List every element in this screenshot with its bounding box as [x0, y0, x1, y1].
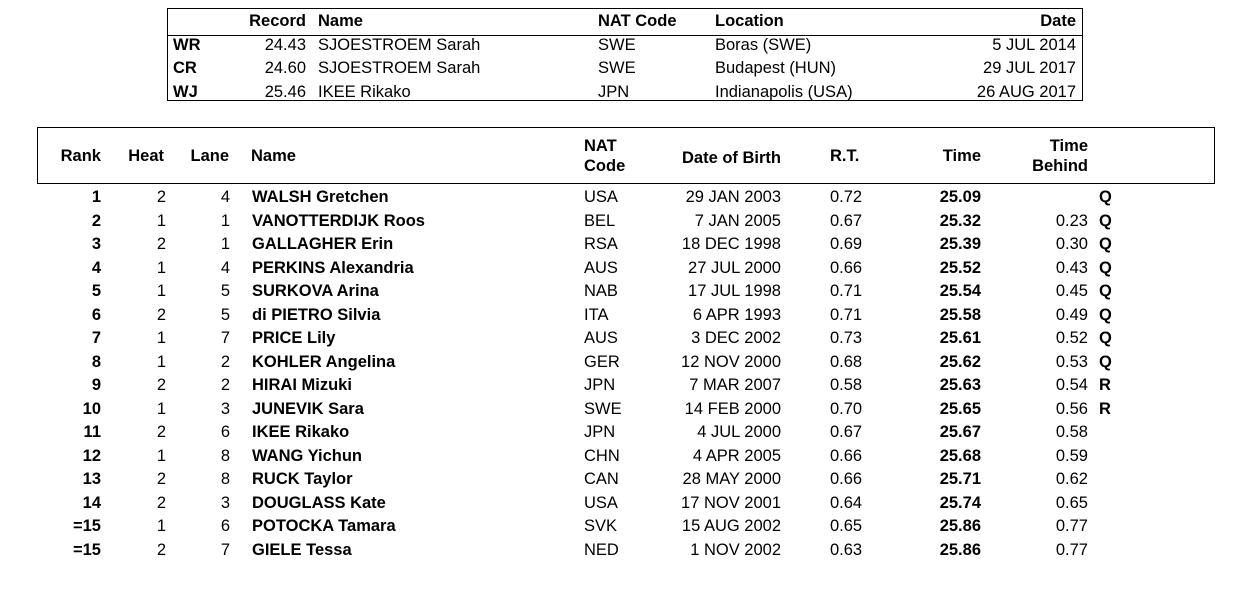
cell-rt: 0.63 — [830, 540, 863, 559]
cell-qualifier: Q — [1099, 329, 1112, 347]
record-time: 24.43 — [264, 36, 306, 54]
cell-time: 25.58 — [939, 305, 981, 324]
cell-behind: 0.23 — [1055, 211, 1088, 230]
record-name: SJOESTROEM Sarah — [318, 36, 481, 54]
cell-nat: ITA — [584, 305, 609, 324]
cell-name: SURKOVA Arina — [252, 282, 379, 300]
record-name: IKEE Rikako — [318, 83, 411, 101]
cell-lane: 5 — [220, 282, 230, 300]
cell-name: PRICE Lily — [252, 329, 336, 347]
cell-lane: 4 — [220, 258, 230, 277]
table-row — [0, 445, 1244, 469]
results-rows — [0, 186, 1244, 562]
cell-rank: 9 — [91, 376, 101, 394]
cell-dob: 6 APR 1993 — [692, 305, 781, 324]
header-lane: Lane — [190, 147, 229, 165]
table-row — [0, 210, 1244, 234]
cell-lane: 2 — [220, 376, 230, 394]
cell-nat: CHN — [584, 446, 620, 465]
cell-lane: 3 — [220, 493, 230, 512]
record-nat: SWE — [598, 59, 636, 77]
table-row — [0, 304, 1244, 328]
cell-qualifier: Q — [1099, 282, 1112, 300]
cell-time: 25.61 — [939, 329, 981, 347]
cell-lane: 7 — [220, 329, 230, 347]
cell-nat: BEL — [584, 211, 616, 230]
cell-name: JUNEVIK Sara — [252, 399, 364, 418]
cell-behind: 0.45 — [1055, 282, 1088, 300]
header-dob: Date of Birth — [682, 149, 781, 167]
cell-rank: 10 — [82, 399, 101, 418]
cell-lane: 1 — [220, 211, 230, 230]
cell-rt: 0.65 — [830, 517, 863, 535]
cell-time: 25.62 — [939, 352, 981, 371]
cell-dob: 29 JAN 2003 — [685, 188, 781, 206]
cell-rank: 6 — [91, 305, 101, 324]
cell-lane: 6 — [220, 517, 230, 535]
cell-rank: 3 — [91, 235, 101, 253]
cell-nat: USA — [584, 493, 618, 512]
cell-time: 25.67 — [939, 423, 981, 441]
cell-name: di PIETRO Silvia — [252, 305, 381, 324]
cell-nat: GER — [584, 352, 620, 371]
cell-name: PERKINS Alexandria — [252, 258, 414, 277]
records-header-location: Location — [715, 12, 784, 30]
cell-time: 25.74 — [939, 493, 981, 512]
cell-lane: 1 — [220, 235, 230, 253]
cell-qualifier: Q — [1099, 352, 1112, 371]
record-code: CR — [173, 59, 197, 77]
table-row — [0, 186, 1244, 210]
cell-rt: 0.58 — [830, 376, 863, 394]
cell-dob: 4 JUL 2000 — [697, 423, 781, 441]
cell-heat: 2 — [156, 376, 166, 394]
cell-lane: 7 — [220, 540, 230, 559]
cell-heat: 1 — [156, 446, 166, 465]
cell-name: RUCK Taylor — [252, 470, 353, 488]
cell-nat: AUS — [584, 258, 618, 277]
cell-dob: 28 MAY 2000 — [682, 470, 781, 488]
cell-rank: 11 — [83, 423, 101, 441]
cell-name: WANG Yichun — [252, 446, 363, 465]
header-time: Time — [942, 147, 981, 165]
cell-qualifier: Q — [1099, 235, 1112, 253]
cell-nat: RSA — [584, 235, 618, 253]
cell-heat: 1 — [156, 517, 166, 535]
cell-dob: 12 NOV 2000 — [681, 352, 781, 371]
cell-lane: 4 — [220, 188, 230, 206]
cell-rank: =15 — [73, 540, 101, 559]
cell-qualifier: Q — [1099, 188, 1112, 206]
cell-heat: 1 — [156, 258, 166, 277]
cell-heat: 2 — [156, 423, 166, 441]
header-nat-line1: NAT — [584, 137, 617, 155]
record-location: Budapest (HUN) — [715, 59, 837, 77]
record-name: SJOESTROEM Sarah — [318, 59, 481, 77]
cell-dob: 7 JAN 2005 — [694, 211, 781, 230]
cell-behind: 0.62 — [1055, 470, 1088, 488]
cell-lane: 2 — [220, 352, 230, 371]
cell-time: 25.71 — [939, 470, 981, 488]
record-time: 25.46 — [264, 83, 306, 101]
cell-name: DOUGLASS Kate — [252, 493, 386, 512]
table-row — [0, 280, 1244, 304]
cell-rt: 0.66 — [830, 470, 863, 488]
cell-time: 25.54 — [939, 282, 981, 300]
cell-time: 25.65 — [939, 399, 981, 418]
cell-dob: 3 DEC 2002 — [691, 329, 781, 347]
cell-time: 25.09 — [939, 188, 981, 206]
cell-rank: 8 — [91, 352, 101, 371]
cell-rt: 0.71 — [830, 305, 863, 324]
records-header-nat: NAT Code — [598, 12, 677, 30]
cell-heat: 2 — [156, 540, 166, 559]
cell-qualifier: Q — [1099, 258, 1112, 277]
cell-rank: 2 — [91, 211, 101, 230]
cell-heat: 1 — [156, 329, 166, 347]
cell-dob: 1 NOV 2002 — [690, 540, 781, 559]
cell-lane: 8 — [220, 470, 230, 488]
cell-heat: 1 — [156, 399, 166, 418]
header-behind-line1: Time — [1049, 137, 1088, 155]
table-row — [0, 492, 1244, 516]
cell-name: POTOCKA Tamara — [252, 517, 396, 535]
cell-rt: 0.72 — [830, 188, 863, 206]
cell-name: VANOTTERDIJK Roos — [252, 211, 425, 230]
cell-rt: 0.73 — [830, 329, 863, 347]
cell-heat: 2 — [156, 493, 166, 512]
cell-behind: 0.65 — [1055, 493, 1088, 512]
cell-qualifier: R — [1099, 399, 1111, 418]
cell-nat: SVK — [584, 517, 618, 535]
header-name: Name — [251, 147, 296, 165]
cell-nat: AUS — [584, 329, 618, 347]
cell-qualifier: Q — [1099, 305, 1112, 324]
table-row — [0, 374, 1244, 398]
cell-rt: 0.68 — [830, 352, 863, 371]
header-heat: Heat — [128, 147, 164, 165]
cell-rt: 0.66 — [830, 446, 863, 465]
records-header-date: Date — [1040, 12, 1076, 30]
cell-heat: 1 — [156, 282, 166, 300]
cell-heat: 2 — [156, 235, 166, 253]
cell-behind: 0.77 — [1055, 517, 1088, 535]
cell-behind: 0.77 — [1055, 540, 1088, 559]
cell-rt: 0.67 — [830, 423, 863, 441]
cell-behind: 0.56 — [1055, 399, 1088, 418]
table-row — [0, 327, 1244, 351]
cell-heat: 1 — [156, 352, 166, 371]
cell-dob: 17 NOV 2001 — [681, 493, 781, 512]
cell-heat: 2 — [156, 305, 166, 324]
cell-rt: 0.69 — [830, 235, 863, 253]
results-header — [37, 127, 1215, 184]
record-nat: SWE — [598, 36, 636, 54]
cell-behind: 0.59 — [1055, 446, 1088, 465]
table-row — [0, 351, 1244, 375]
cell-rank: 1 — [91, 188, 101, 206]
cell-rt: 0.66 — [830, 258, 863, 277]
header-rank: Rank — [60, 147, 101, 165]
cell-name: KOHLER Angelina — [252, 352, 396, 371]
cell-rank: 4 — [91, 258, 101, 277]
record-code: WJ — [173, 83, 198, 101]
table-row — [0, 398, 1244, 422]
cell-rank: 12 — [82, 446, 101, 465]
cell-rank: 14 — [82, 493, 101, 512]
record-location: Indianapolis (USA) — [715, 83, 853, 101]
cell-behind: 0.30 — [1055, 235, 1088, 253]
cell-lane: 3 — [220, 399, 230, 418]
cell-qualifier: Q — [1099, 211, 1112, 230]
cell-heat: 1 — [156, 211, 166, 230]
cell-name: IKEE Rikako — [252, 423, 350, 441]
cell-time: 25.68 — [939, 446, 981, 465]
cell-lane: 5 — [220, 305, 230, 324]
cell-heat: 2 — [156, 470, 166, 488]
cell-dob: 4 APR 2005 — [692, 446, 781, 465]
cell-behind: 0.49 — [1055, 305, 1088, 324]
record-date: 29 JUL 2017 — [983, 59, 1076, 77]
record-date: 26 AUG 2017 — [976, 83, 1076, 101]
cell-nat: SWE — [584, 399, 622, 418]
cell-dob: 7 MAR 2007 — [689, 376, 781, 394]
cell-rank: =15 — [73, 517, 101, 535]
cell-qualifier: R — [1099, 376, 1111, 394]
cell-name: HIRAI Mizuki — [252, 376, 352, 394]
cell-time: 25.86 — [939, 517, 981, 535]
record-code: WR — [173, 36, 201, 54]
cell-dob: 18 DEC 1998 — [681, 235, 781, 253]
cell-lane: 8 — [220, 446, 230, 465]
cell-time: 25.52 — [939, 258, 981, 277]
cell-behind: 0.54 — [1055, 376, 1088, 394]
cell-time: 25.63 — [939, 376, 981, 394]
cell-behind: 0.53 — [1055, 352, 1088, 371]
record-time: 24.60 — [264, 59, 306, 77]
records-header-record: Record — [249, 12, 306, 30]
cell-time: 25.39 — [939, 235, 981, 253]
cell-rank: 7 — [91, 329, 101, 347]
table-row — [0, 515, 1244, 539]
cell-name: GIELE Tessa — [252, 540, 352, 559]
cell-behind: 0.43 — [1055, 258, 1088, 277]
cell-nat: CAN — [584, 470, 619, 488]
header-nat-line2: Code — [584, 157, 626, 175]
cell-nat: JPN — [584, 376, 616, 394]
cell-lane: 6 — [220, 423, 230, 441]
table-row — [0, 468, 1244, 492]
table-row — [0, 257, 1244, 281]
header-behind-line2: Behind — [1032, 157, 1088, 175]
cell-dob: 17 JUL 1998 — [688, 282, 781, 300]
cell-rt: 0.67 — [830, 211, 863, 230]
table-row — [0, 421, 1244, 445]
cell-rt: 0.71 — [830, 282, 863, 300]
record-location: Boras (SWE) — [715, 36, 812, 54]
cell-nat: NAB — [584, 282, 618, 300]
record-date: 5 JUL 2014 — [992, 36, 1076, 54]
cell-nat: JPN — [584, 423, 616, 441]
cell-behind: 0.52 — [1055, 329, 1088, 347]
records-header-name: Name — [318, 12, 363, 30]
record-nat: JPN — [598, 83, 630, 101]
cell-time: 25.86 — [939, 540, 981, 559]
cell-dob: 15 AUG 2002 — [681, 517, 781, 535]
table-row — [0, 233, 1244, 257]
cell-time: 25.32 — [939, 211, 981, 230]
cell-name: WALSH Gretchen — [252, 188, 389, 206]
cell-name: GALLAGHER Erin — [252, 235, 394, 253]
cell-heat: 2 — [156, 188, 166, 206]
cell-rank: 5 — [91, 282, 101, 300]
cell-rt: 0.64 — [830, 493, 863, 512]
cell-rank: 13 — [82, 470, 101, 488]
cell-nat: USA — [584, 188, 618, 206]
cell-behind: 0.58 — [1055, 423, 1088, 441]
records-table — [167, 8, 1083, 101]
cell-nat: NED — [584, 540, 619, 559]
cell-rt: 0.70 — [830, 399, 863, 418]
cell-dob: 27 JUL 2000 — [688, 258, 781, 277]
table-row — [0, 539, 1244, 563]
cell-dob: 14 FEB 2000 — [684, 399, 781, 418]
header-rt: R.T. — [830, 147, 860, 165]
